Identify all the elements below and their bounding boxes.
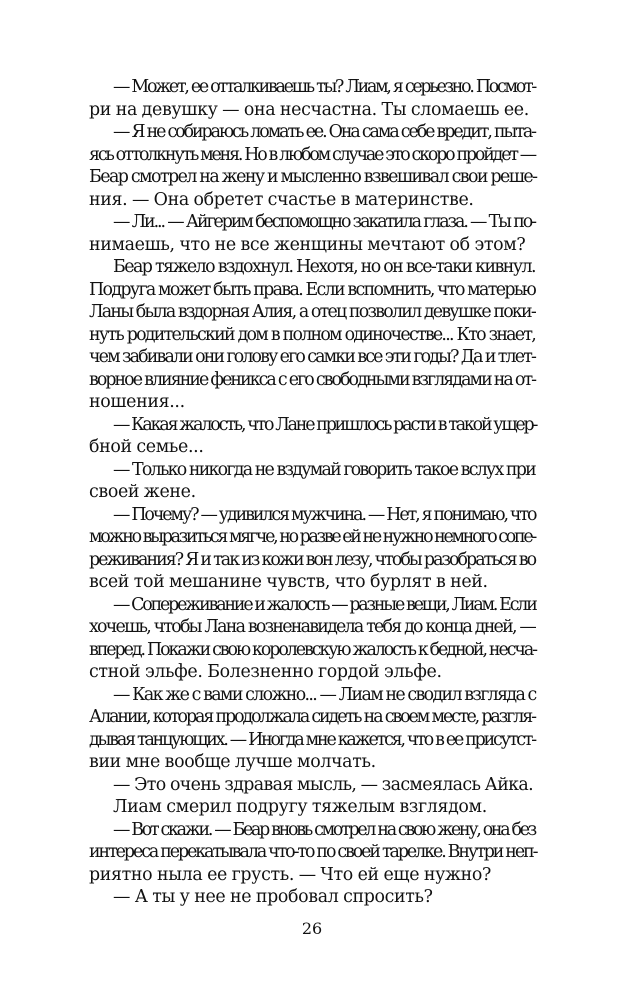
page-number: 26 [301, 919, 323, 938]
text-line: можно выразиться мягче, но разве ей не нужно немного сопе- [89, 527, 535, 547]
text-line: ясь оттолкнуть меня. Но в любом случае это скоро пройдет — [89, 144, 535, 165]
text-line: ношения... [89, 392, 185, 412]
text-line: Ланы была вздорная Алия, а отец позволил девушке поки- [89, 302, 535, 322]
text-line: вии мне вообще лучше молчать. [89, 752, 376, 772]
text-line: дывая танцующих. — Иногда мне кажется, что в ее присутст- [89, 729, 535, 750]
text-line: реживания? Я и так из кожи вон лезу, чтобы разобраться во [89, 549, 536, 570]
text-line: — А ты у нее не пробовал спросить? [113, 887, 433, 907]
text-line: чем забивали они голову его самки все эти годы? Да и тлет- [89, 347, 535, 367]
text-line: своей жене. [89, 482, 196, 502]
text-line: — Как же с вами сложно... — Лиам не сводил взгляда с [113, 684, 536, 705]
text-line: стной эльфе. Болезненно гордой эльфе. [89, 662, 442, 682]
text-line: Алании, которая продолжала сидеть на своем месте, разгля- [89, 707, 535, 727]
text-line: Беар смотрел на жену и мысленно взвешивал свои реше- [89, 167, 537, 187]
text-line: ния. — Она обретет счастье в материнстве. [89, 189, 474, 210]
text-line: нуть родительский дом в полном одиночестве... Кто знает, [89, 324, 535, 345]
text-line: Лиам смерил подругу тяжелым взглядом. [113, 797, 487, 817]
text-line: — Это очень здравая мысль, — засмеялась Айка. [113, 774, 533, 795]
text-line: вперед. Покажи свою королевскую жалость к бедной, несча- [89, 639, 536, 660]
text-line: нимаешь, что не все женщины мечтают об этом? [89, 234, 526, 255]
text-line: Беар тяжело вздохнул. Нехотя, но он все-таки кивнул. [113, 257, 535, 277]
text-line: — Только никогда не вздумай говорить такое вслух при [113, 459, 535, 480]
text-line: риятно ныла ее грусть. — Что ей еще нужно? [89, 864, 491, 885]
text-line: — Я не собираюсь ломать ее. Она сама себе вредит, пыта- [113, 122, 535, 142]
text-line: — Вот скажи. — Беар вновь смотрел на свою жену, она без [113, 819, 535, 840]
text-line: всей той мешанине чувств, что бурлят в ней. [89, 572, 488, 592]
text-line: ворное влияние феникса с его свободными взглядами на от- [89, 369, 536, 390]
text-line: — Может, ее отталкиваешь ты? Лиам, я серьезно. Посмот- [113, 77, 535, 97]
text-line: — Ли... — Айгерим беспомощно закатила глаза. — Ты по- [113, 212, 535, 232]
text-line: бной семье... [89, 437, 204, 457]
text-line: хочешь, чтобы Лана возненавидела тебя до конца дней, — [89, 617, 535, 637]
text-line: — Почему? — удивился мужчина. — Нет, я понимаю, что [113, 504, 536, 525]
body-text [89, 76, 535, 909]
text-line: — Какая жалость, что Лане пришлось расти в такой ущер- [113, 414, 537, 435]
text-line: — Сопереживание и жалость — разные вещи, Лиам. Если [113, 594, 536, 615]
text-line: интереса перекатывала что-то по своей тарелке. Внутри неп- [89, 842, 537, 862]
text-line: ри на девушку — она несчастна. Ты сломаешь ее. [89, 99, 529, 120]
text-line: Подруга может быть права. Если вспомнить, что матерью [89, 279, 536, 300]
